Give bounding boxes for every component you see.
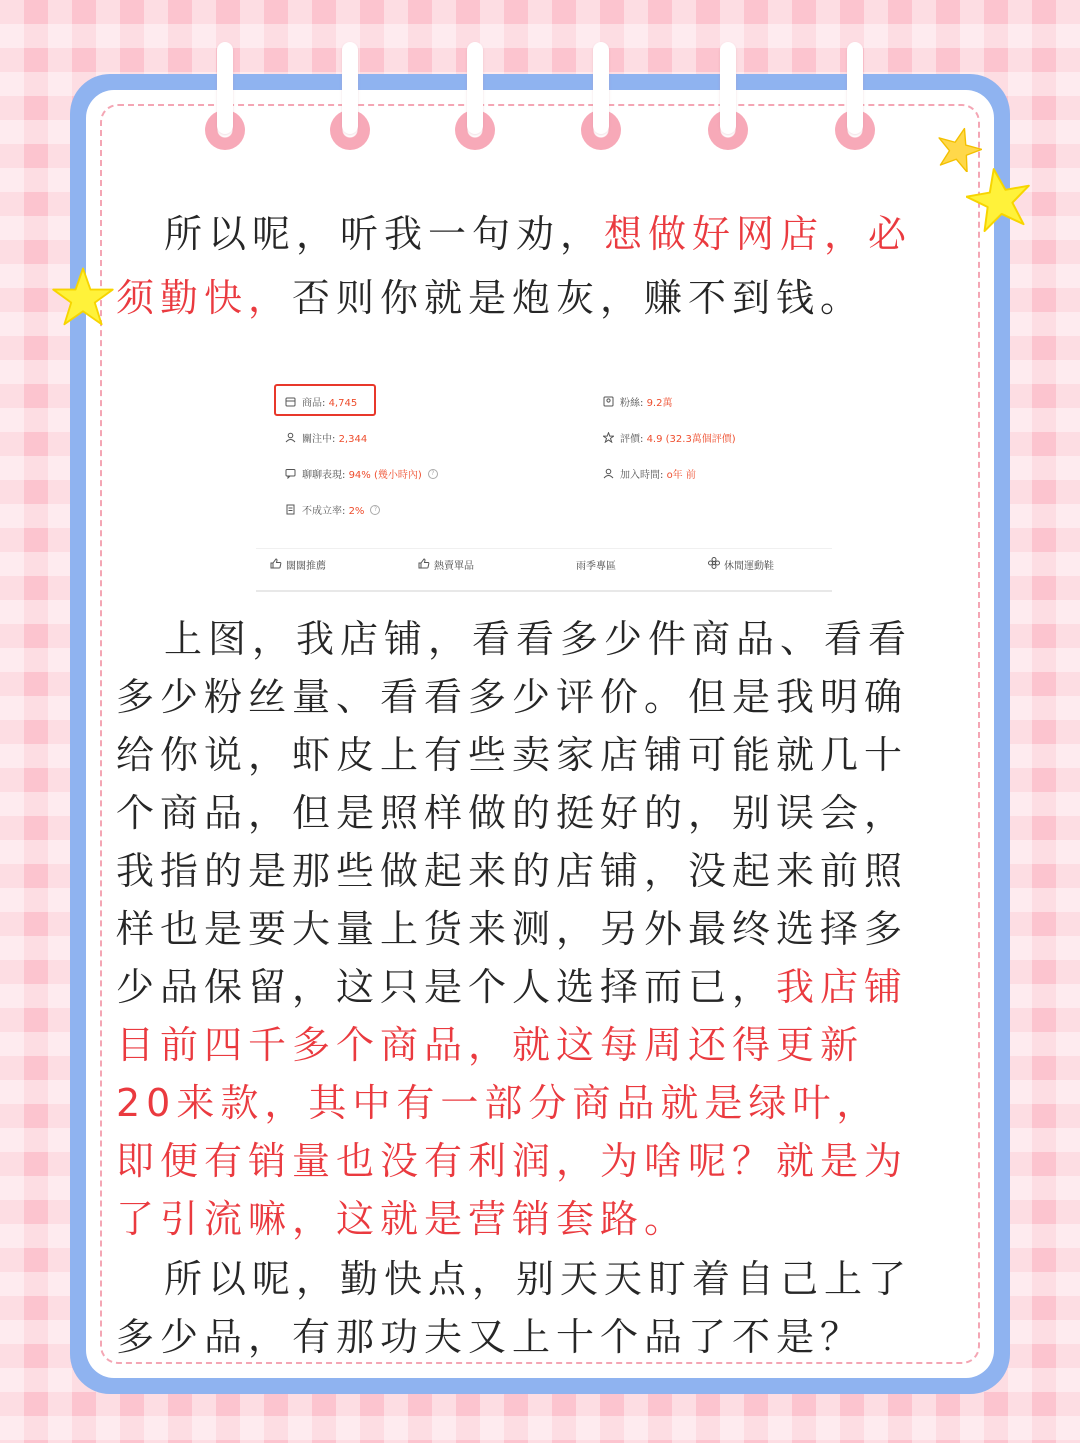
spiral-ring	[205, 42, 245, 152]
stat-label: 加入時間:	[620, 470, 667, 481]
stat-following	[284, 430, 367, 445]
stat-joined	[602, 466, 696, 481]
tab-hot-items[interactable]	[418, 557, 474, 572]
star-outline-icon	[602, 432, 614, 444]
tab-label: 熱賣單品	[434, 561, 474, 572]
document-icon	[284, 504, 296, 516]
store-icon	[284, 396, 296, 408]
star-icon	[52, 266, 114, 328]
spiral-ring	[708, 42, 748, 152]
intro-highlight: 想做好网店，必须勤快，	[116, 212, 913, 320]
shop-stats-screenshot	[256, 372, 832, 592]
tab-label: 休閒運動鞋	[724, 561, 774, 572]
thumbs-up-icon	[270, 558, 282, 572]
intro-paragraph	[116, 202, 916, 330]
stat-chat	[284, 466, 438, 481]
stat-value: 94% (幾小時內)	[348, 470, 422, 481]
body-highlight: 我店铺目前四千多个商品，就这每周还得更新20来款，其中有一部分商品就是绿叶，即便有销量也没有利润，为啥呢？就是为了引流嘛，这就是营销套路。	[116, 965, 909, 1241]
stat-rating	[602, 430, 736, 445]
user-icon	[284, 432, 296, 444]
intro-text-end: 否则你就是炮灰，赚不到钱。	[292, 276, 865, 320]
tab-casual-shoes[interactable]	[708, 557, 774, 572]
help-icon: ?	[370, 505, 380, 515]
stat-label: 聊聊表現:	[302, 470, 349, 481]
stat-value: 2%	[348, 506, 365, 517]
stat-label: 不成立率:	[302, 506, 349, 517]
stat-value: 4.9 (32.3萬個評價)	[646, 434, 736, 445]
stat-value: 2,344	[338, 434, 368, 445]
help-icon: ?	[428, 469, 438, 479]
stat-label: 商品:	[302, 398, 329, 409]
stat-cancel-rate	[284, 502, 380, 517]
closing-paragraph	[116, 1250, 916, 1366]
user-icon	[602, 468, 614, 480]
stat-followers	[602, 394, 672, 409]
star-icon	[966, 166, 1032, 232]
stat-value: o年 前	[666, 470, 696, 481]
followers-icon	[602, 396, 614, 408]
body-text: 上图，我店铺，看看多少件商品、看看多少粉丝量、看看多少评价。但是我明确给你说，虾皮上有些卖家店铺可能就几十个商品，但是照样做的挺好的，别误会，我指的是那些做起来的店铺，没起来前照样也是要大量上货来测，另外最终选择多少品保留，这只是个人选择而已，	[116, 617, 913, 1009]
stat-value: 9.2萬	[646, 398, 673, 409]
flower-icon	[708, 557, 720, 572]
stat-label: 關注中:	[302, 434, 339, 445]
thumbs-up-icon	[418, 558, 430, 572]
intro-text: 所以呢，听我一句劝，	[164, 212, 605, 256]
stat-label: 評價:	[620, 434, 647, 445]
spiral-ring	[835, 42, 875, 152]
tab-rainy-season[interactable]	[576, 557, 616, 572]
spiral-ring	[330, 42, 370, 152]
tab-label: 闊闊推薦	[286, 561, 326, 572]
spiral-ring	[455, 42, 495, 152]
body-paragraph	[116, 610, 916, 1248]
tab-recommended[interactable]	[270, 557, 326, 572]
category-tabs	[256, 548, 832, 579]
tab-label: 雨季專區	[576, 561, 616, 572]
stat-label: 粉絲:	[620, 398, 647, 409]
stat-value: 4,745	[328, 398, 358, 409]
chat-icon	[284, 468, 296, 480]
stat-products	[284, 394, 357, 409]
spiral-ring	[581, 42, 621, 152]
closing-text: 所以呢，勤快点，别天天盯着自己上了多少品，有那功夫又上十个品了不是？	[116, 1257, 913, 1359]
